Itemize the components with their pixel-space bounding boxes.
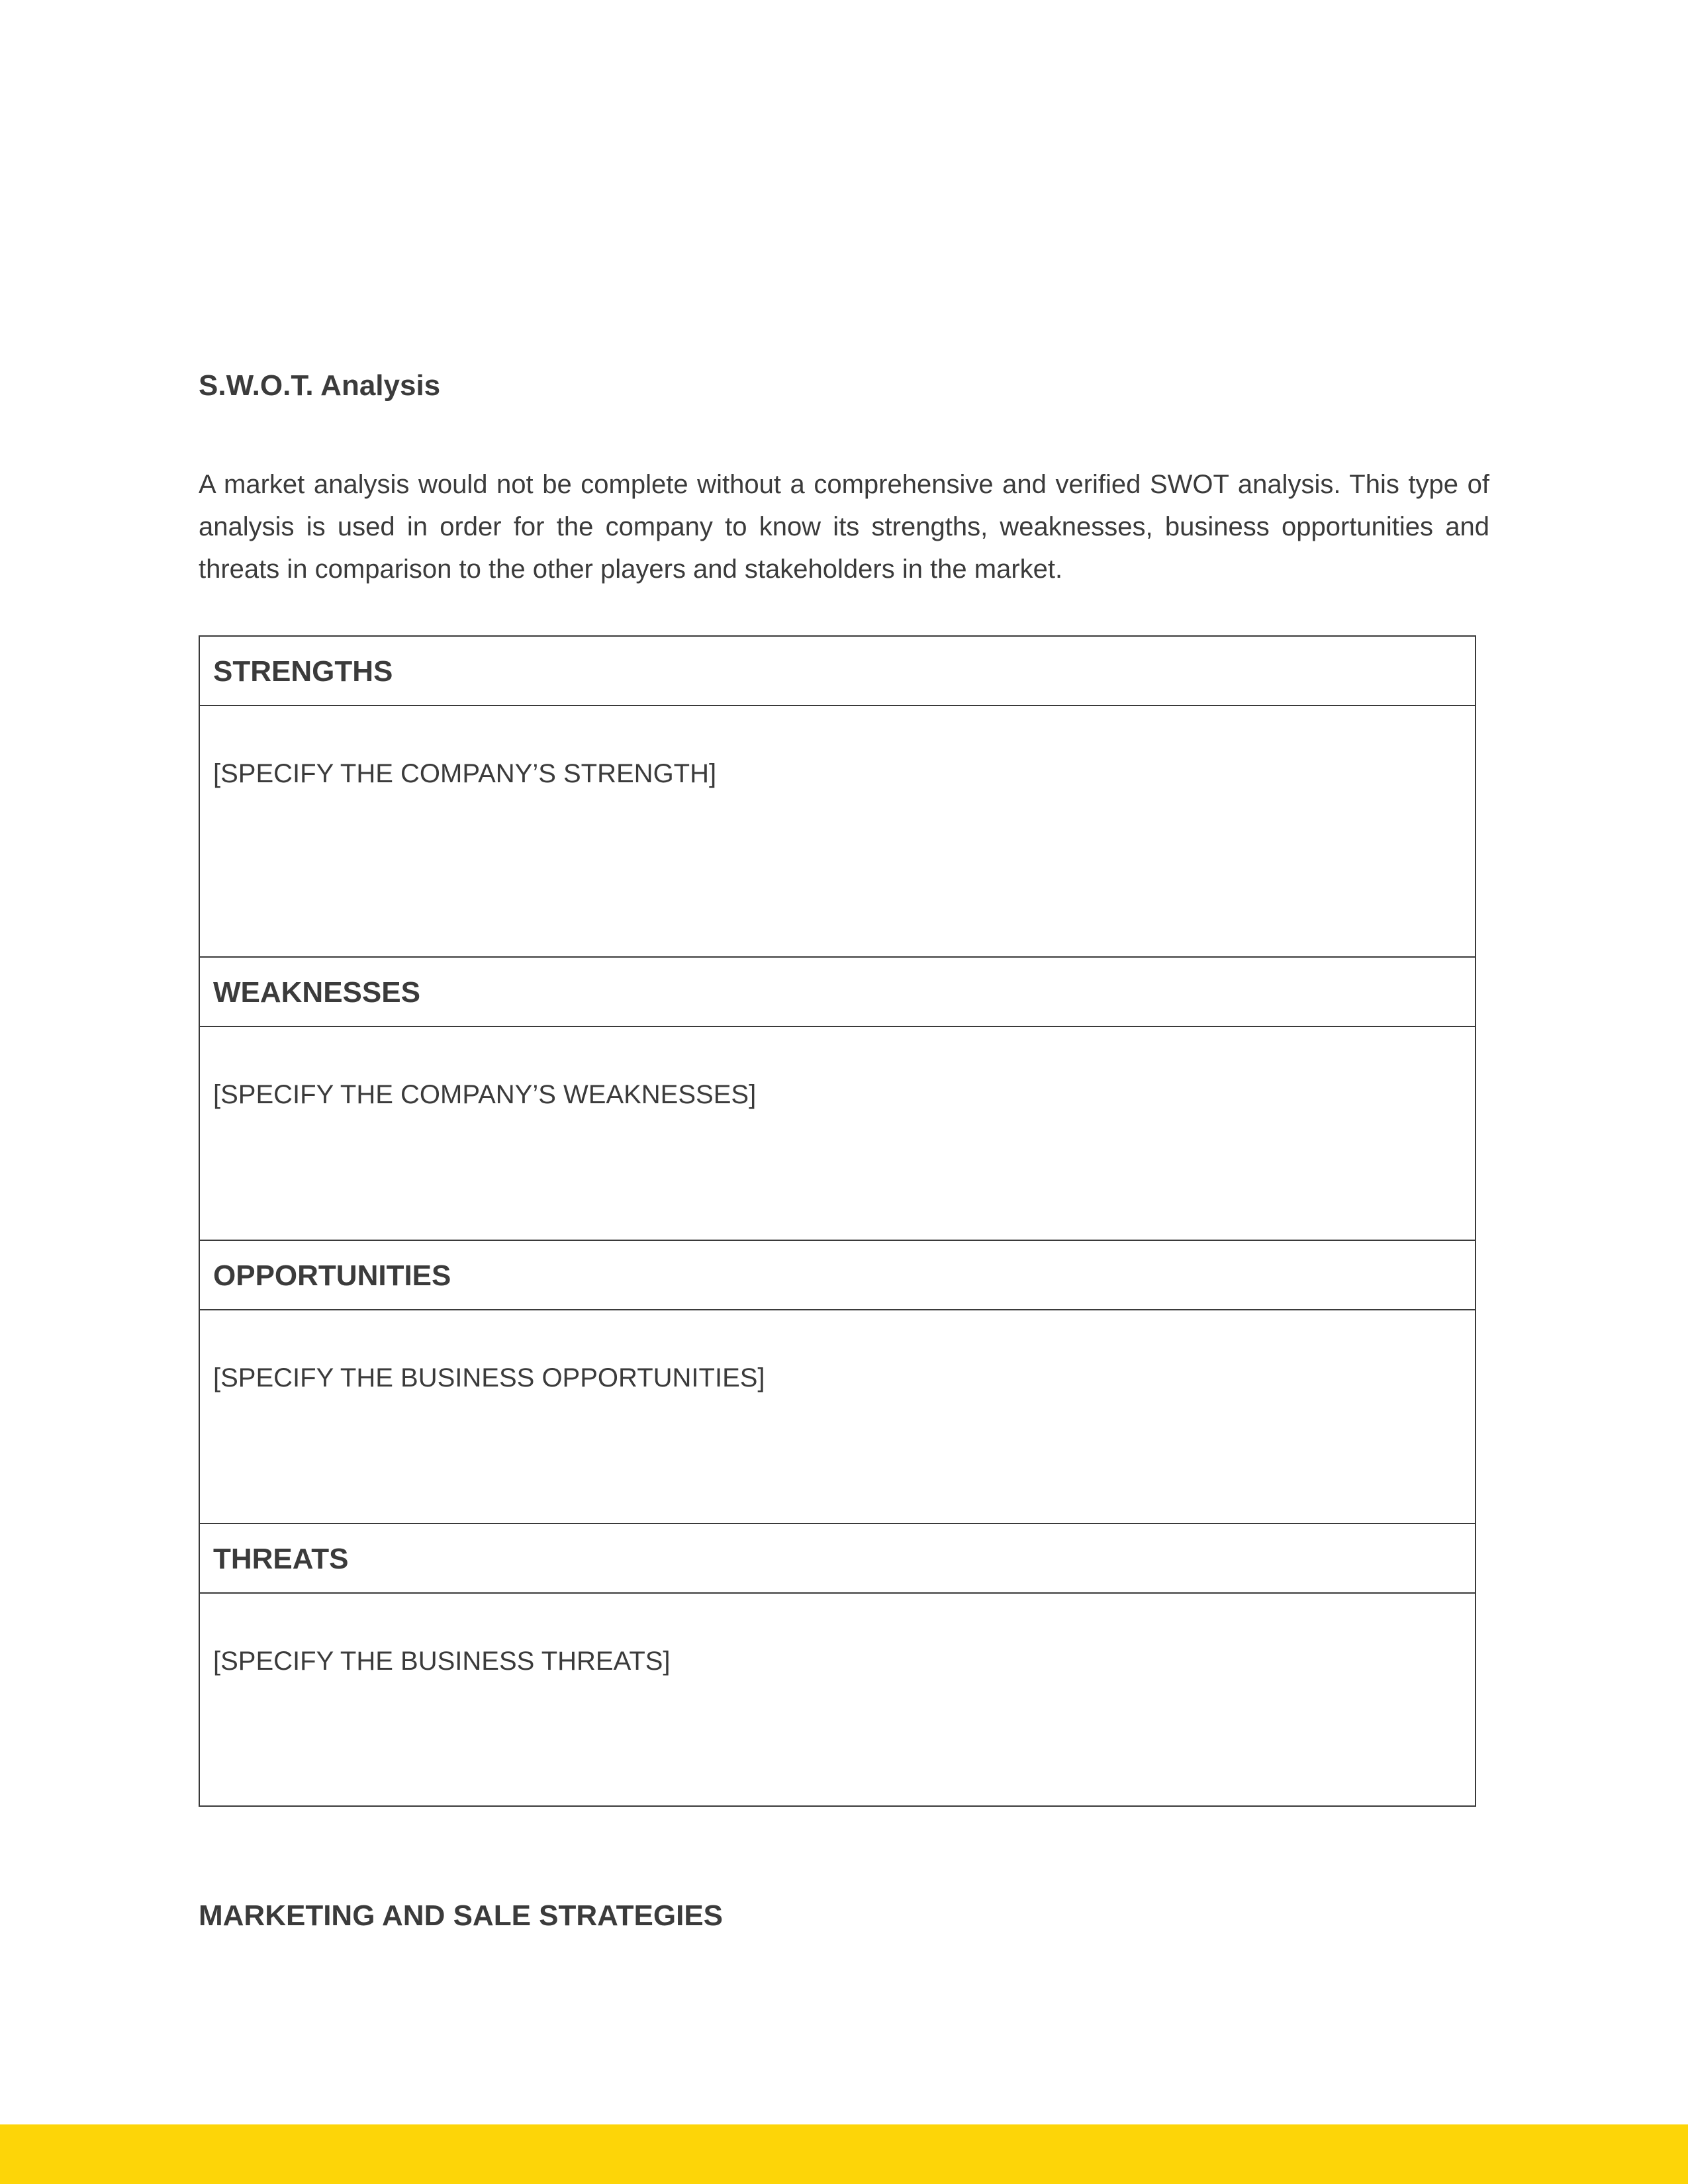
- weaknesses-placeholder[interactable]: [SPECIFY THE COMPANY’S WEAKNESSES]: [213, 1080, 757, 1109]
- weaknesses-heading: WEAKNESSES: [213, 976, 420, 1009]
- swot-table: [199, 635, 1476, 1807]
- page-title: S.W.O.T. Analysis: [199, 369, 441, 402]
- threats-placeholder[interactable]: [SPECIFY THE BUSINESS THREATS]: [213, 1647, 671, 1676]
- strengths-heading: STRENGTHS: [213, 655, 393, 688]
- strengths-placeholder[interactable]: [SPECIFY THE COMPANY’S STRENGTH]: [213, 759, 717, 788]
- intro-paragraph: A market analysis would not be complete without a comprehensive and verified SWOT analysis. This type of analysis is used in order for the company to know its strengths, weaknesses, business opportunities and threats in comparison to the other players and stakeholders in the market.: [199, 470, 1489, 584]
- marketing-section-heading: MARKETING AND SALE STRATEGIES: [199, 1899, 724, 1932]
- opportunities-placeholder[interactable]: [SPECIFY THE BUSINESS OPPORTUNITIES]: [213, 1363, 765, 1392]
- opportunities-heading: OPPORTUNITIES: [213, 1259, 451, 1292]
- threats-heading: THREATS: [213, 1543, 349, 1575]
- footer-accent-band: [0, 2124, 1688, 2184]
